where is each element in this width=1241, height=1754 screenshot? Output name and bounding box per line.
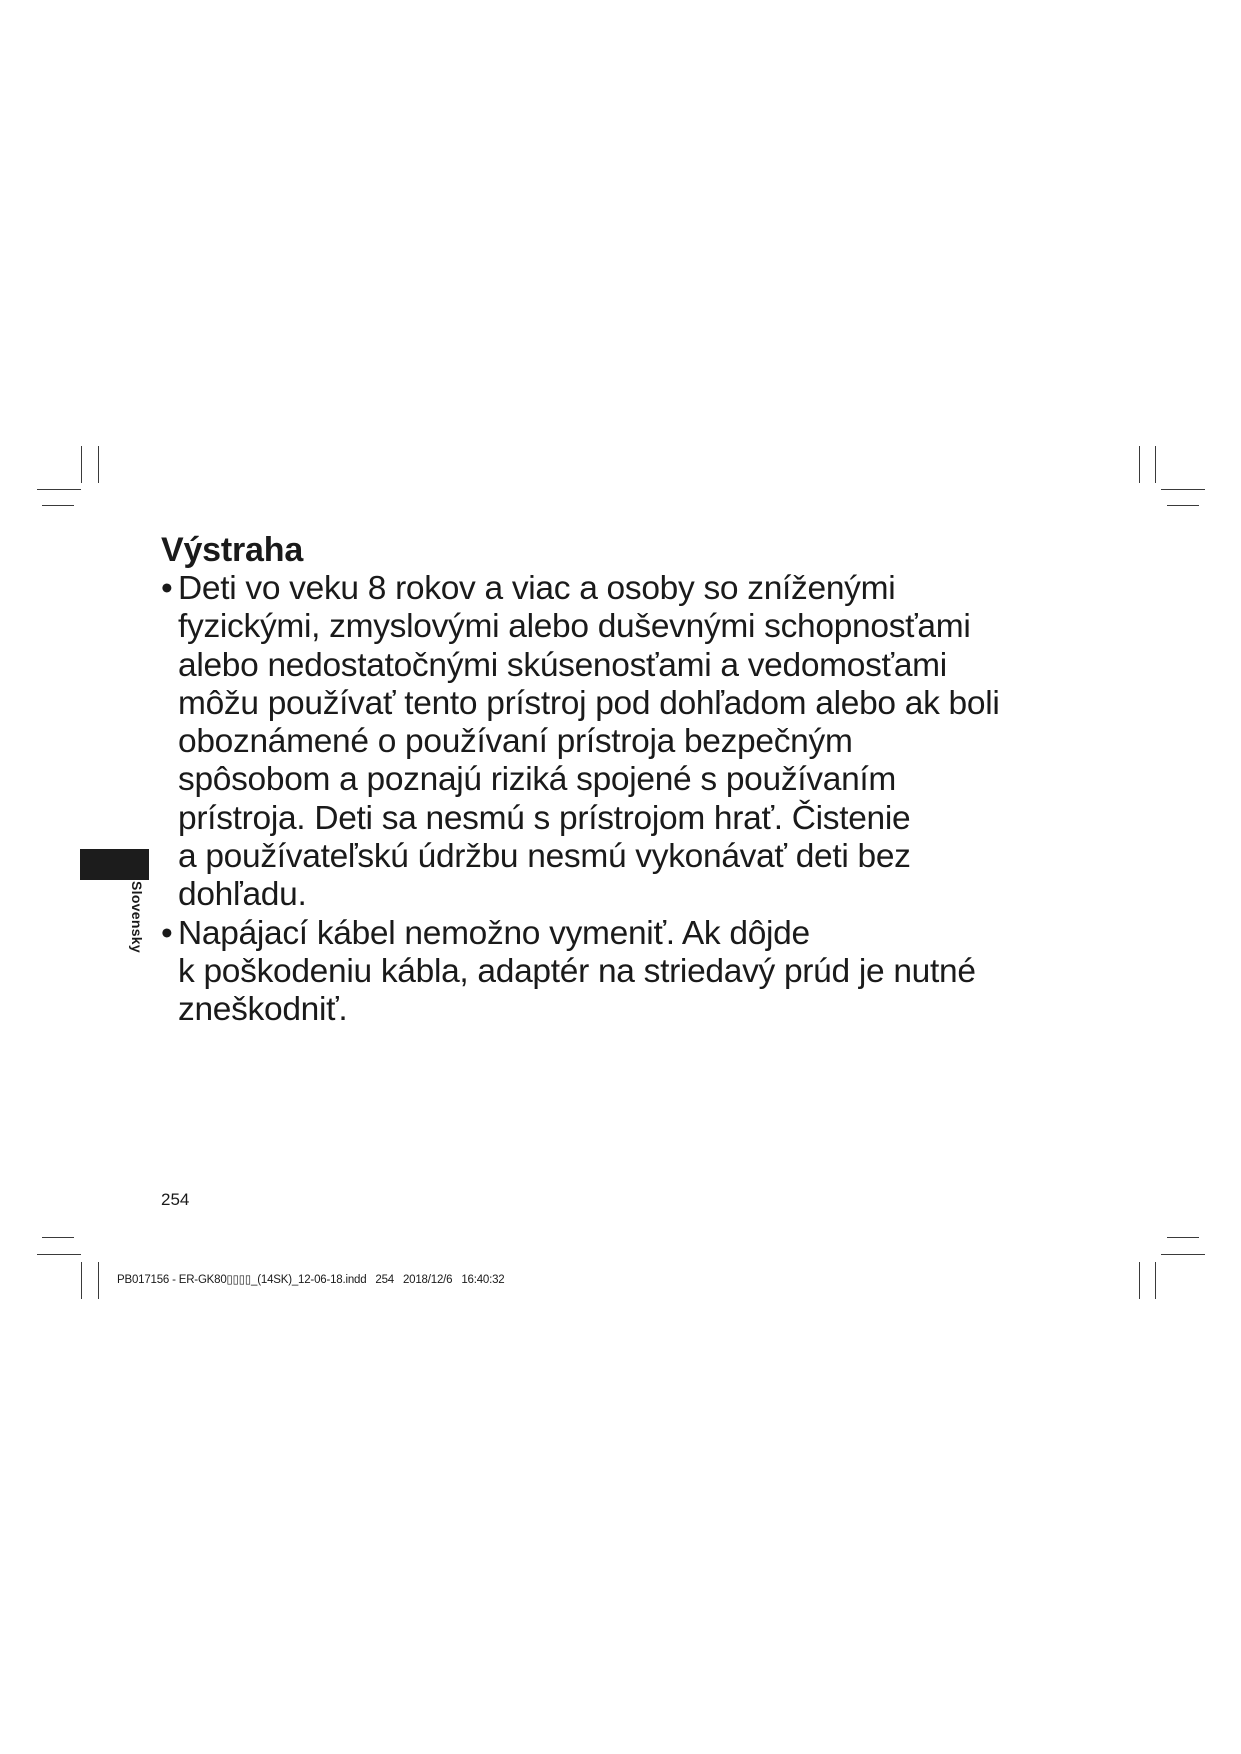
list-item — [161, 570, 1121, 915]
crop-mark — [81, 446, 82, 483]
warning-section — [161, 530, 1121, 1030]
crop-mark — [81, 1262, 82, 1299]
bullet-marker: • — [161, 570, 173, 607]
crop-mark — [1167, 505, 1199, 506]
crop-mark — [37, 489, 81, 490]
crop-mark — [1161, 489, 1205, 490]
warning-list — [161, 570, 1121, 1030]
page-number: 254 — [161, 1190, 190, 1209]
language-tab — [80, 849, 149, 880]
bullet-marker: • — [161, 914, 173, 952]
crop-mark — [1161, 1254, 1205, 1255]
crop-mark — [42, 505, 74, 506]
language-tab-label: Slovensky — [129, 881, 145, 953]
crop-mark — [1139, 1262, 1140, 1299]
crop-mark — [98, 446, 99, 483]
list-item-text: Deti vo veku 8 rokov a viac a osoby so zníženými fyzickými, zmyslovými alebo duševnými schopnosťami alebo nedostatočnými skúsenosťami a vedomosťami môžu používať tento prístroj pod dohľadom alebo ak boli oboznámené o používaní prístroja bezpečným spôsobom a poznajú riziká spojené s používaním prístroja. Deti sa nesmú s prístrojom hrať. Čistenie a používateľskú údržbu nesmú vykonávať deti bez dohľadu. — [178, 570, 1000, 914]
crop-mark — [1155, 446, 1156, 483]
crop-mark — [1139, 446, 1140, 483]
section-heading: Výstraha — [161, 531, 304, 569]
list-item — [161, 915, 1121, 1030]
list-item-text: Napájací kábel nemožno vymeniť. Ak dôjde k poškodeniu kábla, adaptér na striedavý prúd je nutné zneškodniť. — [178, 914, 976, 1029]
crop-mark — [98, 1262, 99, 1299]
crop-mark — [1155, 1262, 1156, 1299]
crop-mark — [1167, 1237, 1199, 1238]
crop-mark — [42, 1237, 74, 1238]
crop-mark — [37, 1254, 81, 1255]
print-slug: PB017156 - ER-GK80▯▯▯▯_(14SK)_12-06-18.indd 254 2018/12/6 16:40:32 — [117, 1274, 505, 1286]
